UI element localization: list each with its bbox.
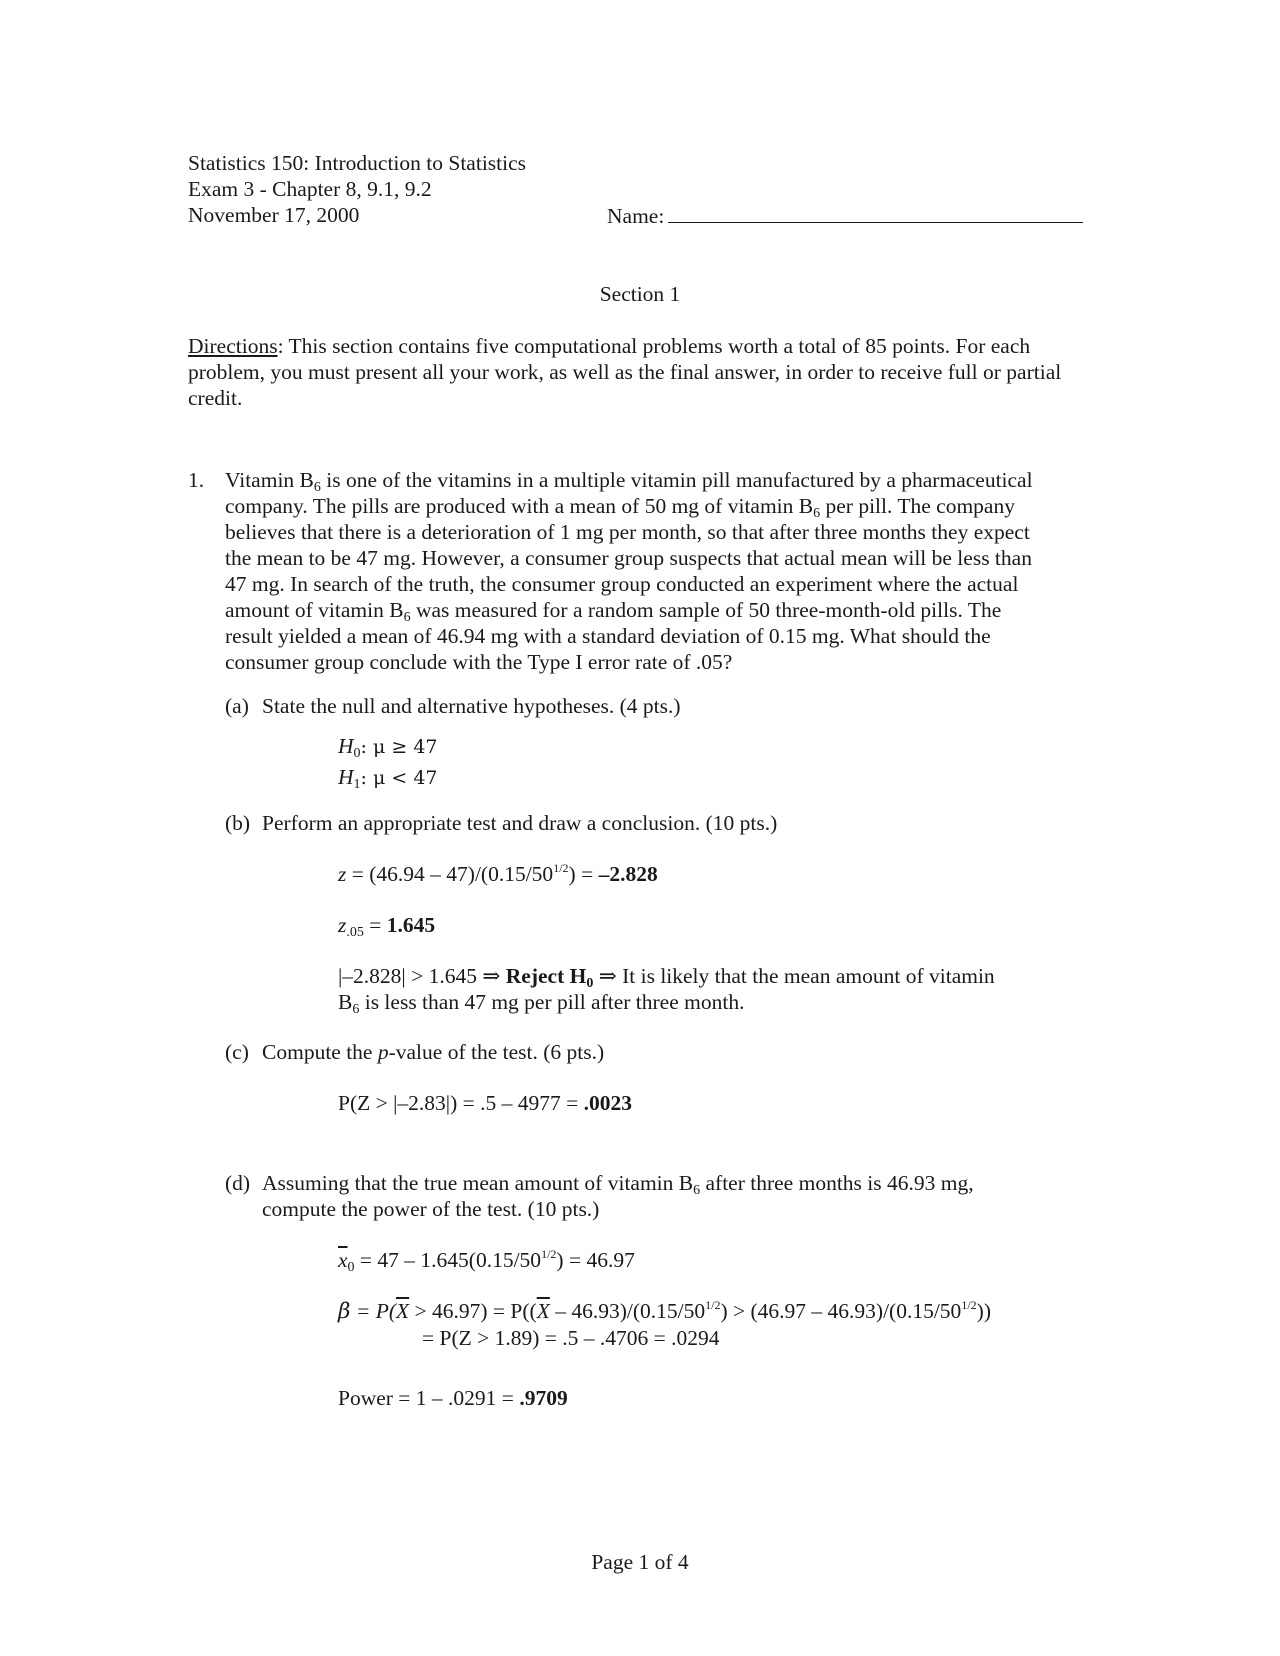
directions-label: Directions [188, 334, 278, 358]
null-hypothesis: $H_0$: μ ≥ 47 [338, 734, 438, 761]
z-statistic: $z = (46.94 - 47)/(0.15/50^{1/2}) = -2.828$ [338, 861, 658, 886]
part-c-prompt: (c) Compute the p-value of the test. (6 pts.) [225, 1040, 605, 1064]
test-conclusion: |–2.828| > 1.645 ⇒ Reject $H_0$ ⇒ It is likely that the mean amount of vitamin $B_6$ is less than 47 mg per pill after three month. [338, 964, 995, 1017]
critical-value: $z_{.05} = 1.645$ [338, 913, 436, 940]
part-d-label: (d) [225, 1171, 251, 1195]
exam-date: November 17, 2000 [188, 203, 360, 227]
part-b-text: Perform an appropriate test and draw a conclusion. (10 pts.) [262, 811, 778, 835]
problem-line: believes that there is a deterioration of 1 mg per month, so that after three months they expect [225, 520, 1030, 544]
part-a-prompt [225, 693, 681, 719]
problem-number: 1. [188, 468, 205, 492]
p-value: P(Z > |–2.83|) = .5 – 4977 = .0023 [338, 1091, 633, 1115]
part-c-label: (c) [225, 1040, 249, 1064]
directions [188, 333, 1088, 411]
course-title: Statistics 150: Introduction to Statistics [188, 151, 527, 175]
part-b-prompt [225, 810, 777, 836]
problem-statement [225, 467, 1095, 675]
problem-line: 47 mg. In search of the truth, the consumer group conducted an experiment where the actual [225, 572, 1019, 596]
part-a-text: State the null and alternative hypotheses. (4 pts.) [262, 694, 681, 718]
beta-calculation: $\beta = P(\overline{X} > 46.97) = P((\overline{X} - 46.93)/(0.15/50^{1/2}) > (46.97 - 46.93)/(0.15/50^{1/2}))$ = P(Z > 1.89) = .5 – .4706 = .0294 [338, 1298, 991, 1350]
problem-line: Vitamin $B_6$ is one of the vitamins in a multiple vitamin pill manufactured by a pharmaceutical [225, 468, 1033, 495]
alternative-hypothesis: $H_1$: μ < 47 [338, 765, 438, 792]
name-blank-line [668, 202, 1083, 223]
problem-line: the mean to be 47 mg. However, a consumer group suspects that actual mean will be less than [225, 546, 1032, 570]
problem-line: amount of vitamin $B_6$ was measured for a random sample of 50 three-month-old pills. The [225, 598, 1002, 625]
part-a-label: (a) [225, 694, 249, 718]
power-result: Power = 1 – .0291 = .9709 [338, 1386, 568, 1410]
section-title: Section 1 [599, 282, 681, 306]
problem-line: consumer group conclude with the Type I error rate of .05? [225, 650, 733, 674]
problem-line: result yielded a mean of 46.94 mg with a standard deviation of 0.15 mg. What should the [225, 624, 991, 648]
critical-sample-mean: $\overline{x}_0 = 47 - 1.645(0.15/50^{1/2}) = 46.97$ [338, 1247, 635, 1275]
part-b-label: (b) [225, 811, 251, 835]
page-number: Page 1 of 4 [591, 1550, 689, 1574]
exam-header [188, 150, 526, 228]
exam-title: Exam 3 - Chapter 8, 9.1, 9.2 [188, 177, 432, 201]
name-field [607, 202, 1083, 229]
part-d-prompt: (d) Assuming that the true mean amount of vitamin $B_6$ after three months is 46.93 mg, compute the power of the test. (10 pts.) [225, 1171, 974, 1221]
directions-text: : This section contains five computational problems worth a total of 85 points. For each problem, you must present all your work, as well as the final answer, in order to receive full or partial credit. [188, 334, 1062, 410]
name-label: Name: [607, 204, 665, 228]
problem-line: company. The pills are produced with a mean of 50 mg of vitamin $B_6$ per pill. The company [225, 494, 1015, 521]
